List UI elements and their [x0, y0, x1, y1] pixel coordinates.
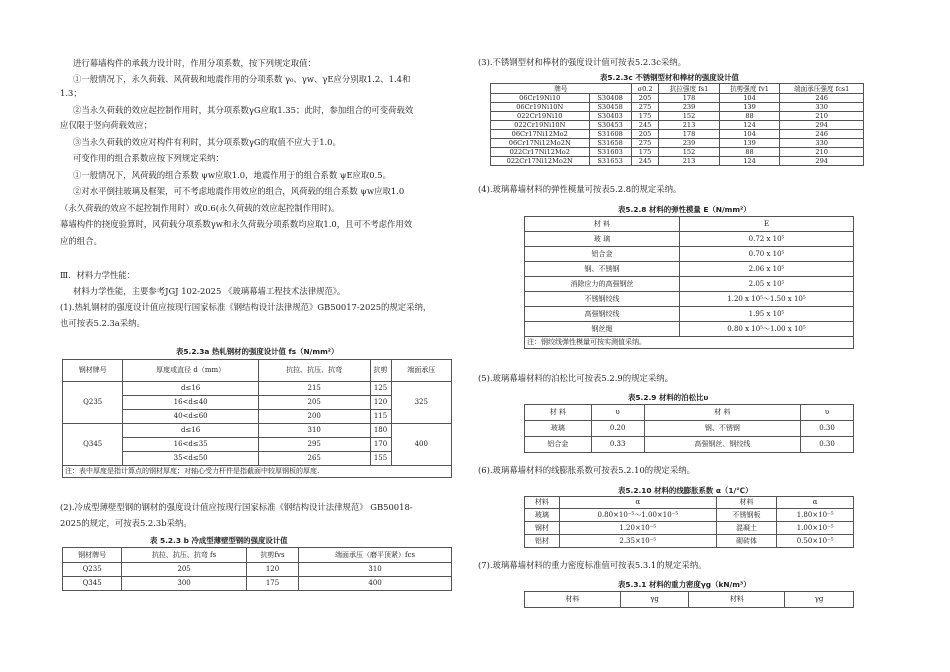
- table-cell: 16<d≤35: [123, 438, 258, 452]
- table-cell: 152: [659, 112, 719, 121]
- table-cell: 1.20 x 10⁵～1.50 x 10⁵: [680, 292, 854, 307]
- table-header: 钢材牌号: [63, 548, 122, 563]
- para-expansion: (6).玻璃幕墙材料的线膨胀系数可按表5.2.10的规定采纳。: [478, 465, 696, 475]
- table-cell: 022Cr19Ni10: [491, 112, 590, 121]
- table-cell: 0.72 x 10⁵: [680, 232, 854, 247]
- table-cell: 0.80 x 10⁵～1.00 x 10⁵: [680, 322, 854, 337]
- table-cell: 213: [659, 121, 719, 130]
- table-cell: 210: [780, 112, 864, 121]
- table-cell: 022Cr19Ni10N: [491, 121, 590, 130]
- table-cell: 铝材: [525, 535, 560, 548]
- table-cell: 玻 璃: [525, 232, 680, 247]
- table-cell: 120: [370, 396, 391, 410]
- table-cell: 330: [780, 139, 864, 148]
- table-cell: 294: [780, 121, 864, 130]
- table-cell: S30408: [589, 94, 631, 103]
- table-523a-title: 表5.2.3a 热轧钢材的强度设计值 fs（N/mm²）: [176, 347, 339, 356]
- table-cell: 16<d≤40: [123, 396, 258, 410]
- table-cell: 275: [631, 139, 659, 148]
- table-cell: d≤16: [123, 424, 258, 438]
- table-cell: 295: [258, 438, 370, 452]
- table-528: [524, 216, 854, 349]
- table-header: 材料: [689, 592, 785, 608]
- table-cell: 022Cr17Ni12Mo2: [491, 148, 590, 157]
- table-5210: [524, 496, 854, 548]
- table-header: 抗剪强度 fv1: [719, 84, 780, 94]
- table-cell: 400: [299, 577, 452, 591]
- table-cell: 239: [659, 103, 719, 112]
- table-531-title: 表5.3.1 材料的重力密度γg（kN/m³）: [618, 580, 751, 589]
- para-cold-formed-cont: 2025的规定，可按表5.2.3b采纳。: [60, 518, 192, 528]
- table-cell: 88: [719, 148, 780, 157]
- table-cell: 265: [258, 452, 370, 466]
- table-cell: d≤16: [123, 382, 258, 396]
- table-cell: 330: [780, 103, 864, 112]
- table-cell: 178: [659, 94, 719, 103]
- para-item2-cont: 应仅限于竖向荷载效应；: [60, 120, 153, 130]
- table-cell: 205: [631, 130, 659, 139]
- table-cell: 06Cr17Ni12Mo2: [491, 130, 590, 139]
- para-deflection: 幕墙构件的挠度验算时，风荷载分项系数γw和永久荷载分项系数均应取1.0，且可不考虑作用效: [60, 219, 413, 229]
- table-cell: 铝合金: [525, 247, 680, 262]
- table-header: 材料: [525, 497, 560, 509]
- table-cell: 不锈钢绞线: [525, 292, 680, 307]
- table-cell: 139: [719, 103, 780, 112]
- table-cell: 钢、不锈钢: [644, 421, 801, 437]
- table-cell: 消除应力的高强钢丝: [525, 277, 680, 292]
- table-cell: 砌砖体: [716, 535, 776, 548]
- para-hot-rolled: (1).热轧钢材的强度设计值应按现行国家标准《钢结构设计法律规范》GB50017-2025的规定采纳，: [60, 302, 432, 312]
- para-item1-cont: 1.3；: [60, 88, 82, 98]
- table-header: E: [680, 217, 854, 232]
- table-cell: 022Cr17Ni12Mo2N: [491, 157, 590, 166]
- table-cell: 170: [370, 438, 391, 452]
- table-5210-title: 表5.2.10 材料的线膨胀系数 α（1/℃）: [618, 486, 753, 495]
- table-header: σ0.2: [631, 84, 659, 94]
- table-header: 抗拉、抗压、抗弯 fs: [122, 548, 247, 563]
- table-cell: S31603: [589, 148, 631, 157]
- table-cell: 40<d≤60: [123, 410, 258, 424]
- table-cell: 104: [719, 94, 780, 103]
- table-cell: S31658: [589, 139, 631, 148]
- para-intro: 进行幕墙构件的承载力设计时，作用分项系数，按下列规定取值：: [73, 58, 316, 68]
- table-531: [524, 591, 854, 608]
- table-header: γg: [620, 592, 689, 608]
- section-heading: Ⅲ．材料力学性能：: [60, 270, 136, 280]
- para-elastic: (4).玻璃幕墙材料的弹性模量可按表5.2.8的规定采纳。: [478, 184, 682, 194]
- table-cell: 205: [122, 563, 247, 577]
- table-header: υ: [591, 405, 644, 421]
- table-529: [524, 404, 854, 453]
- table-cell: 205: [258, 396, 370, 410]
- table-cell: 玻璃: [525, 509, 560, 522]
- table-header: 材 料: [525, 405, 592, 421]
- table-cell: 0.20: [591, 421, 644, 437]
- table-cell: 铝合金: [525, 437, 592, 453]
- table-cell: 246: [780, 130, 864, 139]
- table-cell: 300: [122, 577, 247, 591]
- table-header: α: [559, 497, 716, 509]
- table-header: 牌号: [491, 84, 632, 94]
- table-cell: 400: [391, 424, 451, 466]
- table-header: 钢材牌号: [63, 360, 123, 382]
- table-cell: 1.95 x 10⁵: [680, 307, 854, 322]
- table-header: 厚度或直径 d（mm）: [123, 360, 258, 382]
- table-cell: S31653: [589, 157, 631, 166]
- para-deflection-cont: 应的组合。: [60, 236, 102, 246]
- table-cell: 294: [780, 157, 864, 166]
- table-cell: 205: [631, 94, 659, 103]
- table-note: 注：表中厚度是指计算点的钢材厚度；对轴心受力杆件是指截面中较厚钢板的厚度.: [63, 466, 452, 478]
- table-cell: S30458: [589, 103, 631, 112]
- para-section3: 材料力学性能，主要参考JGJ 102-2025 《玻璃幕墙工程技术法律规范》。: [73, 286, 346, 296]
- table-cell: 180: [370, 424, 391, 438]
- table-cell: 0.30: [801, 437, 854, 453]
- para-combo2: ②对水平倒挂玻璃及框架，可不考虑地震作用效应的组合，风荷载的组合系数 ψw应取1.0: [73, 186, 405, 196]
- table-cell: 高强钢绞线: [525, 307, 680, 322]
- table-header: υ: [801, 405, 854, 421]
- table-cell: 混凝土: [716, 522, 776, 535]
- table-cell: 1.80×10⁻⁵: [777, 509, 854, 522]
- table-cell: 1.00×10⁻⁵: [777, 522, 854, 535]
- table-cell: 玻璃: [525, 421, 592, 437]
- table-cell: 0.70 x 10⁵: [680, 247, 854, 262]
- para-stainless: (3).不锈钢型材和棒材的强度设计值可按表5.2.3c采纳。: [478, 57, 687, 67]
- table-cell: 215: [258, 382, 370, 396]
- table-cell: 钢材: [525, 522, 560, 535]
- table-header: 端面承压: [391, 360, 451, 382]
- table-cell: 2.05 x 10⁵: [680, 277, 854, 292]
- table-header: 抗拉强度 fs1: [659, 84, 719, 94]
- table-cell: 1.20×10⁻⁵: [559, 522, 716, 535]
- table-header: 材料: [716, 497, 776, 509]
- table-cell: 275: [631, 103, 659, 112]
- table-528-title: 表5.2.8 材料的弹性模量 E（N/mm²）: [618, 205, 751, 214]
- table-header: 端面承压强度 fcs1: [780, 84, 864, 94]
- table-cell: 2.35×10⁻⁵: [559, 535, 716, 548]
- table-cell: 06Cr19Ni10N: [491, 103, 590, 112]
- para-combo-head: 可变作用的组合系数应按下列规定采纳：: [73, 153, 224, 163]
- para-hot-rolled-cont: 也可按表5.2.3a采纳。: [60, 318, 145, 328]
- table-header: 端面承压（磨平顶紧）fcs: [299, 548, 452, 563]
- para-item2: ②当永久荷载的效应起控制作用时，其分项系数γG应取1.35；此时，参加组合的可变荷载效: [73, 105, 414, 115]
- table-header: 抗剪fvs: [246, 548, 298, 563]
- table-cell: S30453: [589, 121, 631, 130]
- table-cell: 310: [258, 424, 370, 438]
- table-cell: 152: [659, 148, 719, 157]
- table-header: α: [777, 497, 854, 509]
- table-cell: 115: [370, 410, 391, 424]
- table-523c: [490, 83, 864, 166]
- table-header: 抗拉、抗压、抗弯: [258, 360, 370, 382]
- table-cell: Q235: [63, 563, 122, 577]
- table-cell: 120: [246, 563, 298, 577]
- table-cell: 175: [246, 577, 298, 591]
- table-cell: 不锈钢板: [716, 509, 776, 522]
- table-cell: 124: [719, 121, 780, 130]
- table-cell: 124: [719, 157, 780, 166]
- para-item3: ③当永久荷载的效应对构件有利时，其分项系数γG的取值不应大于1.0。: [73, 137, 341, 147]
- table-header: 抗剪: [370, 360, 391, 382]
- table-cell: 钢丝绳: [525, 322, 680, 337]
- table-cell: 246: [780, 94, 864, 103]
- table-523a: [62, 359, 452, 478]
- table-cell: 0.50×10⁻⁵: [777, 535, 854, 548]
- table-523c-title: 表5.2.3c 不锈钢型材和棒材的强度设计值: [600, 73, 739, 82]
- table-cell: 325: [391, 382, 451, 424]
- table-cell: 245: [631, 121, 659, 130]
- grade-cell: Q235: [63, 382, 123, 424]
- table-cell: 2.06 x 10⁵: [680, 262, 854, 277]
- table-cell: 175: [631, 148, 659, 157]
- table-cell: 06Cr19Ni10: [491, 94, 590, 103]
- table-cell: 钢、不锈钢: [525, 262, 680, 277]
- table-cell: 0.30: [801, 421, 854, 437]
- para-gravity: (7).玻璃幕墙材料的重力密度标准值可按表5.3.1的规定采纳。: [478, 560, 707, 570]
- table-cell: 200: [258, 410, 370, 424]
- table-header: γg: [785, 592, 854, 608]
- table-cell: 155: [370, 452, 391, 466]
- para-cold-formed: (2).冷成型薄壁型钢的钢材的强度设计值应按现行国家标准《钢结构设计法律规范》 GB50018-: [60, 502, 413, 512]
- table-cell: 175: [631, 112, 659, 121]
- table-header: 材 料: [644, 405, 801, 421]
- table-529-title: 表5.2.9 材料的泊松比υ: [628, 393, 709, 402]
- table-cell: 139: [719, 139, 780, 148]
- table-cell: 0.80×10⁻⁵～1.00×10⁻⁵: [559, 509, 716, 522]
- table-cell: 35<d≤50: [123, 452, 258, 466]
- table-cell: 178: [659, 130, 719, 139]
- table-523b-title: 表 5.2.3 b 冷成型薄壁型钢的强度设计值: [150, 536, 288, 545]
- table-cell: 88: [719, 112, 780, 121]
- table-cell: 239: [659, 139, 719, 148]
- table-cell: 245: [631, 157, 659, 166]
- table-cell: 125: [370, 382, 391, 396]
- table-cell: Q345: [63, 577, 122, 591]
- table-cell: S31608: [589, 130, 631, 139]
- table-cell: 310: [299, 563, 452, 577]
- grade-cell: Q345: [63, 424, 123, 466]
- table-cell: 高强钢丝、钢绞线: [644, 437, 801, 453]
- table-cell: 06Cr17Ni12Mo2N: [491, 139, 590, 148]
- para-combo1: ①一般情况下，风荷载的组合系数 ψw应取1.0，地震作用于的组合系数 ψE应取0.5。: [73, 170, 392, 180]
- table-header: 材料: [525, 592, 621, 608]
- table-cell: 104: [719, 130, 780, 139]
- table-cell: 213: [659, 157, 719, 166]
- table-note: 注：钢绞线弹性模量可按实测值采纳。: [525, 337, 854, 349]
- table-header: 材 料: [525, 217, 680, 232]
- para-combo2-cont: （永久荷载的效应不起控制作用时）或0.6(永久荷载的效应起控制作用时)。: [60, 203, 340, 213]
- table-cell: 210: [780, 148, 864, 157]
- para-item1: ①一般情况下，永久荷载、风荷载和地震作用的分项系数 γ₀、γw、γE应分别取1.2、1.4和: [73, 74, 411, 84]
- table-523b: [62, 547, 452, 591]
- table-cell: S30403: [589, 112, 631, 121]
- table-cell: 0.33: [591, 437, 644, 453]
- para-poisson: (5).玻璃幕墙材料的泊松比可按表5.2.9的规定采纳。: [478, 373, 673, 383]
